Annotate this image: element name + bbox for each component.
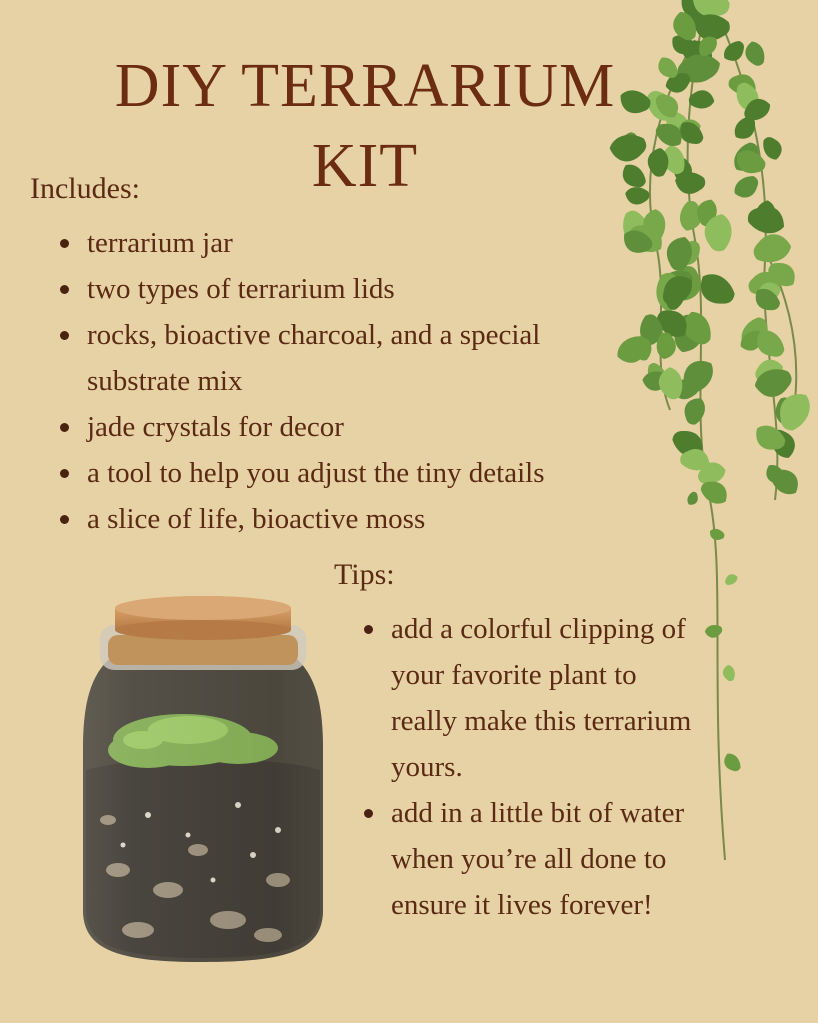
- list-item: [58, 450, 618, 496]
- list-item-text: add a colorful clipping of your favorite plant to really make this terrarium yours.: [391, 613, 692, 783]
- list-item-text: jade crystals for decor: [87, 411, 344, 443]
- list-item: [58, 496, 618, 542]
- bullet-icon: [60, 239, 69, 248]
- leaf-shape: [750, 229, 794, 267]
- leaf-shape: [720, 37, 748, 66]
- leaf-shape: [741, 39, 768, 69]
- leaf-shape: [759, 133, 786, 162]
- tips-list: [362, 606, 692, 928]
- bullet-icon: [60, 285, 69, 294]
- list-item-text: a slice of life, bioactive moss: [87, 503, 426, 535]
- tips-heading: Tips:: [334, 558, 395, 591]
- list-item-text: a tool to help you adjust the tiny details: [87, 457, 545, 489]
- includes-list: [58, 220, 618, 542]
- leaf-shape: [731, 171, 763, 202]
- bullet-icon: [60, 469, 69, 478]
- list-item: [58, 312, 618, 404]
- page-title: DIY TERRARIUM KIT: [114, 52, 616, 200]
- bullet-icon: [364, 625, 373, 634]
- list-item-text: terrarium jar: [87, 227, 233, 259]
- leaf-shape: [681, 395, 707, 427]
- leaf-shape: [720, 750, 744, 774]
- leaf-shape: [686, 490, 700, 506]
- leaf-shape: [723, 572, 740, 588]
- leaf-shape: [721, 664, 737, 683]
- list-item: [58, 266, 618, 312]
- bullet-icon: [60, 331, 69, 340]
- list-item: [362, 790, 692, 928]
- bullet-icon: [60, 515, 69, 524]
- list-item: [58, 404, 618, 450]
- includes-heading: Includes:: [30, 172, 140, 205]
- leaf-shape: [704, 623, 724, 640]
- list-item: [58, 220, 618, 266]
- terrarium-jar-image: [78, 590, 328, 970]
- bullet-icon: [364, 809, 373, 818]
- list-item: [362, 606, 692, 790]
- bullet-icon: [60, 423, 69, 432]
- list-item-text: rocks, bioactive charcoal, and a special substrate mix: [87, 319, 541, 397]
- list-item-text: add in a little bit of water when you’re all done to ensure it lives forever!: [391, 797, 685, 921]
- leaf-shape: [708, 527, 725, 541]
- list-item-text: two types of terrarium lids: [87, 273, 395, 305]
